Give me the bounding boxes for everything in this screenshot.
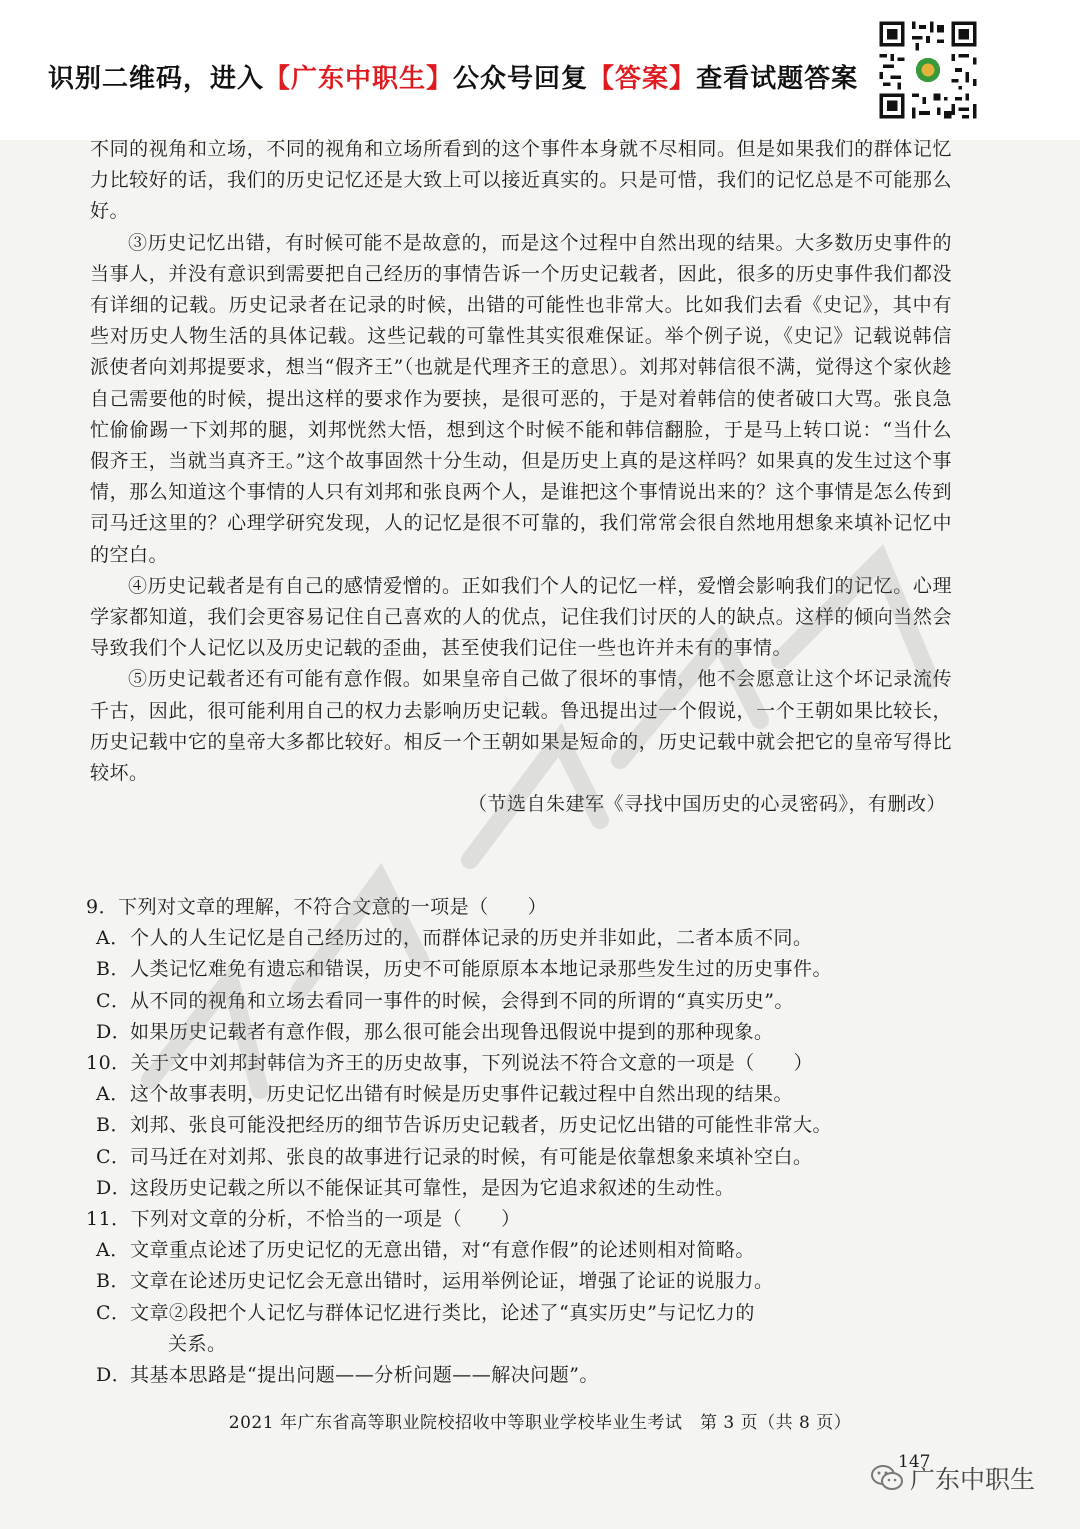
option-b: B．人类记忆难免有遗忘和错误，历史不可能原原本本地记录那些发生过的历史事件。 (96, 958, 833, 981)
banner-text-2: 公众号回复 (453, 64, 589, 94)
option-b: B．刘邦、张良可能没把经历的细节告诉历史记载者，历史记忆出错的可能性非常大。 (96, 1114, 833, 1137)
wechat-icon (870, 1464, 904, 1492)
question-9 (86, 892, 956, 1048)
passage-paragraph-2-end: 不同的视角和立场，不同的视角和立场所看到的这个事件本身就不尽相同。但是如果我们的群体记忆力比较好的话，我们的历史记忆还是大致上可以接近真实的。只是可惜，我们的记忆总是不可能那么好。 (90, 138, 952, 223)
option-d: D．如果历史记载者有意作假，那么很可能会出现鲁迅假说中提到的那种现象。 (96, 1020, 774, 1043)
option-c: C．文章②段把个人记忆与群体记忆进行类比，论述了“真实历史”与记忆力的 (96, 1301, 755, 1324)
wechat-account-name: 广东中职生 (910, 1465, 1036, 1494)
banner-account-name: 【广东中职生】 (264, 64, 454, 94)
page-number: 147 (898, 1452, 931, 1472)
qr-code-icon[interactable] (876, 18, 980, 122)
option-c-continued: 关系。 (168, 1332, 227, 1355)
passage-paragraph-3: ③历史记忆出错，有时候可能不是故意的，而是这个过程中自然出现的结果。大多数历史事件的当事人，并没有意识到需要把自己经历的事情告诉一个历史记载者，因此，很多的历史事件我们都没有详细的记载。历史记录者在记录的时候，出错的可能性也非常大。比如我们去看《史记》，其中有些对历史人物生活的具体记载。这些记载的可靠性其实很难保证。举个例子说，《史记》记载说韩信派使者向刘邦提要求，想当“假齐王”（也就是代理齐王的意思）。刘邦对韩信很不满，觉得这个家伙趁自己需要他的时候，提出这样的要求作为要挟，是很可恶的，于是对着韩信的使者破口大骂。张良急忙偷偷踢一下刘邦的腿，刘邦恍然大悟，想到这个时候不能和韩信翻脸，于是马上转口说：“当什么假齐王，当就当真齐王。”这个故事固然十分生动，但是历史上真的是这样吗？如果真的发生过这个事情，那么知道这个事情的人只有刘邦和张良两个人，是谁把这个事情说出来的？这个事情是怎么传到司马迁这里的？心理学研究发现，人的记忆是很不可靠的，我们常常会很自然地用想象来填补记忆中的空白。 (90, 231, 952, 566)
reading-passage (90, 134, 952, 820)
question-11 (86, 1204, 956, 1391)
passage-paragraph-4: ④历史记载者是有自己的感情爱憎的。正如我们个人的记忆一样，爱憎会影响我们的记忆。心理学家都知道，我们会更容易记住自己喜欢的人的优点，记住我们讨厌的人的缺点。这样的倾向当然会导致我们个人记忆以及历史记载的歪曲，甚至使我们记住一些也许并未有的事情。 (90, 574, 952, 660)
exam-footer: 2021 年广东省高等职业院校招收中等职业学校毕业生考试 第 3 页（共 8 页） (228, 1413, 852, 1433)
banner-text-1: 识别二维码，进入 (48, 64, 265, 94)
option-a: A．个人的人生记忆是自己经历过的，而群体记录的历史并非如此，二者本质不同。 (96, 927, 813, 950)
option-a: A．文章重点论述了历史记忆的无意出错，对“有意作假”的论述则相对简略。 (96, 1239, 755, 1262)
option-b: B．文章在论述历史记忆会无意出错时，运用举例论证，增强了论证的说服力。 (96, 1270, 774, 1293)
question-10 (86, 1048, 956, 1204)
question-stem: 11．下列对文章的分析，不恰当的一项是（ ） (86, 1208, 521, 1231)
wechat-account-label[interactable] (870, 1460, 1035, 1496)
option-c: C．从不同的视角和立场去看同一事件的时候，会得到不同的所谓的“真实历史”。 (96, 989, 794, 1012)
top-banner (0, 0, 1080, 140)
banner-text (48, 58, 858, 95)
banner-keyword: 【答案】 (588, 64, 697, 94)
option-a: A．这个故事表明，历史记忆出错有时候是历史事件记载过程中自然出现的结果。 (96, 1083, 794, 1106)
banner-text-3: 查看试题答案 (696, 64, 859, 94)
option-d: D．这段历史记载之所以不能保证其可靠性，是因为它追求叙述的生动性。 (96, 1176, 735, 1199)
question-stem: 10．关于文中刘邦封韩信为齐王的历史故事，下列说法不符合文意的一项是（ ） (86, 1052, 814, 1075)
question-list (86, 892, 956, 1391)
option-c: C．司马迁在对刘邦、张良的故事进行记录的时候，有可能是依靠想象来填补空白。 (96, 1145, 813, 1168)
question-stem: 9．下列对文章的理解，不符合文意的一项是（ ） (86, 896, 548, 918)
option-d: D．其基本思路是“提出问题——分析问题——解决问题”。 (96, 1364, 599, 1387)
passage-source: （节选自朱建军《寻找中国历史的心灵密码》，有删改） (467, 793, 946, 816)
passage-paragraph-5: ⑤历史记载者还有可能有意作假。如果皇帝自己做了很坏的事情，他不会愿意让这个坏记录流传千古，因此，很可能利用自己的权力去影响历史记载。鲁迅提出过一个假说，一个王朝如果比较长，历史记载中它的皇帝大多都比较好。相反一个王朝如果是短命的，历史记载中就会把它的皇帝写得比较坏。 (90, 668, 952, 785)
